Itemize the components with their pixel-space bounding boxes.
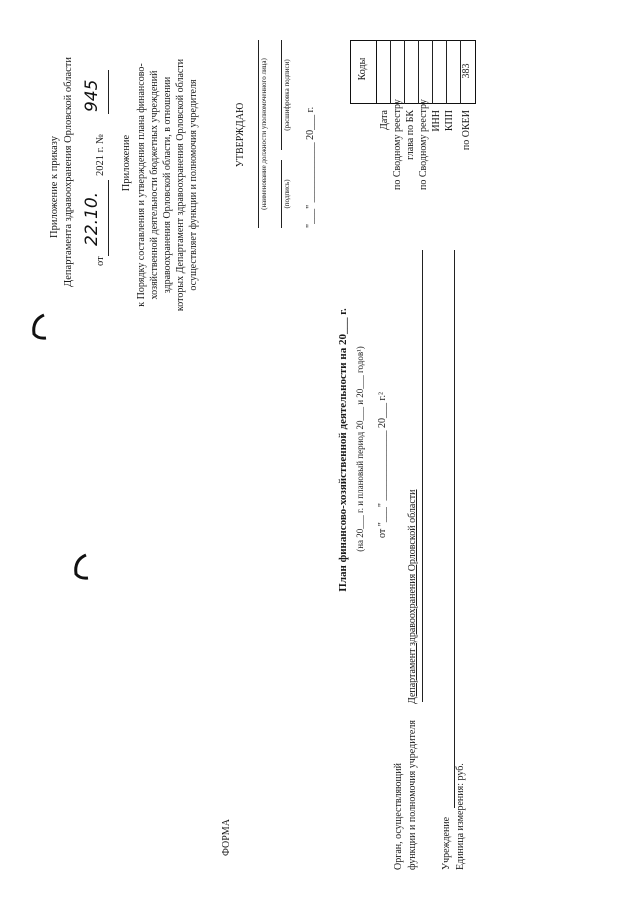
organ-label-1: Орган, осуществляющий [393, 763, 404, 870]
appendix-line: хозяйственной деятельности бюджетных учреждений [149, 70, 160, 300]
appendix-title: Приложение [121, 134, 132, 192]
approve-signature-line [281, 160, 282, 228]
approve-date-line: "___" ____________ 20___ г. [305, 106, 316, 228]
organ-value: Департамент здравоохранения Орловской области [407, 489, 418, 704]
punch-hole-mark-bottom [70, 552, 92, 582]
codes-row-label: Дата [379, 110, 390, 130]
codes-cell-divider [418, 40, 419, 104]
organ-value-underline [422, 250, 423, 702]
appendix-line: осуществляет функции и полномочия учредителя [188, 79, 199, 291]
codes-row-label: по ОКЕИ [461, 110, 472, 151]
plan-subtitle: (на 20___ г. и плановый период 20___ и 20___ годов¹) [355, 346, 365, 552]
institution-underline [454, 250, 455, 808]
codes-row-label: по Сводному реестру [418, 99, 429, 190]
appendix-line: к Порядку составления и утверждения плана финансово- [136, 63, 147, 307]
order-number-underline [108, 70, 109, 114]
order-date-underline [108, 180, 109, 256]
annex-line-1: Приложение к приказу [49, 136, 60, 238]
approve-title: УТВЕРЖДАЮ [235, 102, 246, 168]
appendix-line: которых Департамент здравоохранения Орловской области [175, 58, 186, 312]
approve-signature-caption: (подпись) [283, 179, 291, 209]
unit-label: Единица измерения: руб. [455, 763, 466, 870]
order-number-handwritten: 945 [82, 79, 102, 112]
codes-row-label: глава по БК [405, 110, 416, 160]
plan-title: План финансово-хозяйственной деятельности на 20___ г. [337, 308, 349, 592]
annex-line-2: Департамента здравоохранения Орловской области [63, 57, 74, 288]
codes-row-label: по Сводному реестру [392, 99, 403, 190]
approve-decode-caption: (расшифровка подписи) [283, 59, 291, 131]
codes-cell-divider [432, 40, 433, 104]
organ-label-2: функции и полномочия учредителя [407, 720, 418, 870]
codes-cell-divider [404, 40, 405, 104]
codes-row-label: КПП [444, 110, 455, 132]
codes-cell-divider [446, 40, 447, 104]
approve-position-line [258, 40, 259, 228]
form-label: ФОРМА [221, 819, 232, 856]
order-date-label: от [95, 256, 106, 266]
codes-header: Коды [357, 57, 368, 81]
plan-date-line: от "___" ______________ 20___ г.² [377, 392, 388, 538]
codes-row-label: ИНН [431, 110, 442, 132]
punch-hole-mark-top [28, 312, 50, 342]
approve-position-caption: (наименование должности уполномоченного лица) [260, 58, 268, 210]
codes-value-okei: 383 [461, 63, 472, 79]
order-year-label: 2021 г. № [95, 133, 106, 176]
appendix-line: здравоохранения Орловской области, в отношении [162, 76, 173, 294]
institution-label: Учреждение [441, 816, 452, 870]
codes-cell-divider [390, 40, 391, 104]
order-date-handwritten: 22.10. [82, 191, 102, 246]
approve-decode-line [281, 40, 282, 150]
